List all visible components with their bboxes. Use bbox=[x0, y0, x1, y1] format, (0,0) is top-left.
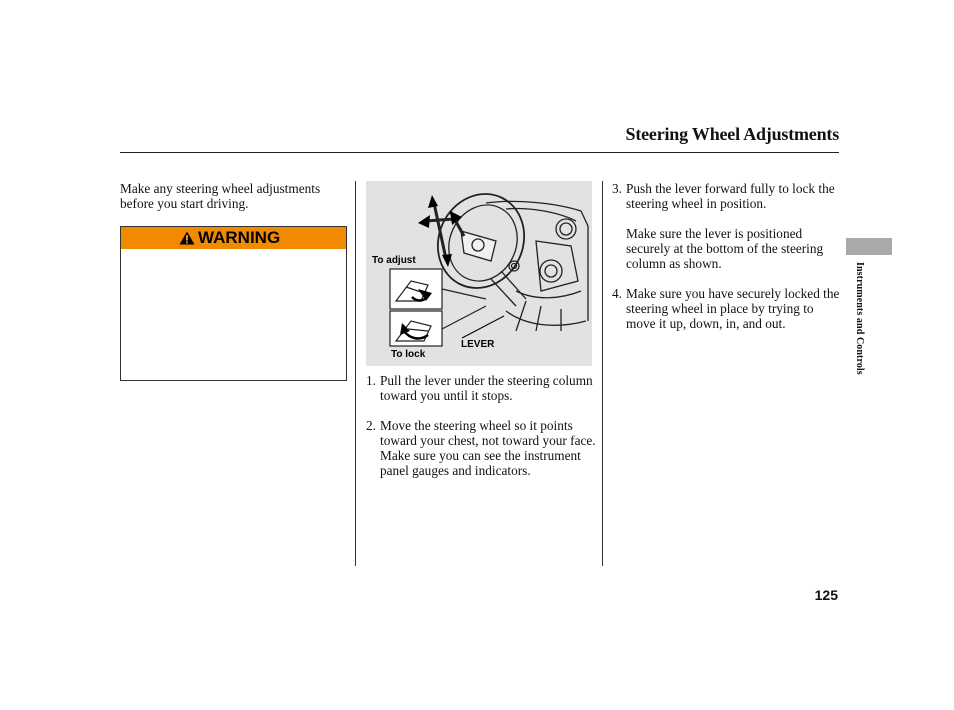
step-number: 3. bbox=[612, 181, 622, 196]
step-2 bbox=[366, 418, 598, 478]
lever-label: LEVER bbox=[461, 339, 495, 350]
step-text: Push the lever forward fully to lock the steering wheel in position. bbox=[626, 181, 835, 211]
to-lock-label: To lock bbox=[391, 349, 426, 360]
page-number: 125 bbox=[814, 587, 838, 603]
step-3-note: Make sure the lever is positioned securely at the bottom of the steering column as shown. bbox=[626, 226, 824, 271]
step-number: 2. bbox=[366, 418, 376, 433]
section-tab-marker bbox=[846, 238, 892, 255]
step-text: Move the steering wheel so it points toward your chest, not toward your face. Make sure you can see the instrument panel gauges and indicators. bbox=[380, 418, 596, 478]
steering-wheel-illustration bbox=[366, 181, 592, 366]
steps-right-column bbox=[612, 181, 842, 346]
step-4 bbox=[612, 286, 842, 331]
step-number: 4. bbox=[612, 286, 622, 301]
step-1 bbox=[366, 373, 598, 403]
step-number: 1. bbox=[366, 373, 376, 388]
to-adjust-label: To adjust bbox=[372, 255, 416, 266]
step-text: Pull the lever under the steering column toward you until it stops. bbox=[380, 373, 593, 403]
warning-label: WARNING bbox=[198, 228, 281, 247]
step-3 bbox=[612, 181, 842, 211]
warning-triangle-icon bbox=[179, 231, 195, 245]
warning-box bbox=[120, 226, 347, 381]
column-divider-left bbox=[355, 181, 356, 566]
step-text: Make sure you have securely locked the steering wheel in place by trying to move it up, down, in, and out. bbox=[626, 286, 840, 331]
page-title: Steering Wheel Adjustments bbox=[625, 124, 839, 144]
steps-middle-column bbox=[366, 373, 598, 493]
title-rule bbox=[120, 152, 839, 153]
intro-text: Make any steering wheel adjustments before you start driving. bbox=[120, 181, 321, 211]
column-divider-right bbox=[602, 181, 603, 566]
warning-header bbox=[121, 227, 346, 249]
section-tab-label: Instruments and Controls bbox=[854, 262, 865, 375]
